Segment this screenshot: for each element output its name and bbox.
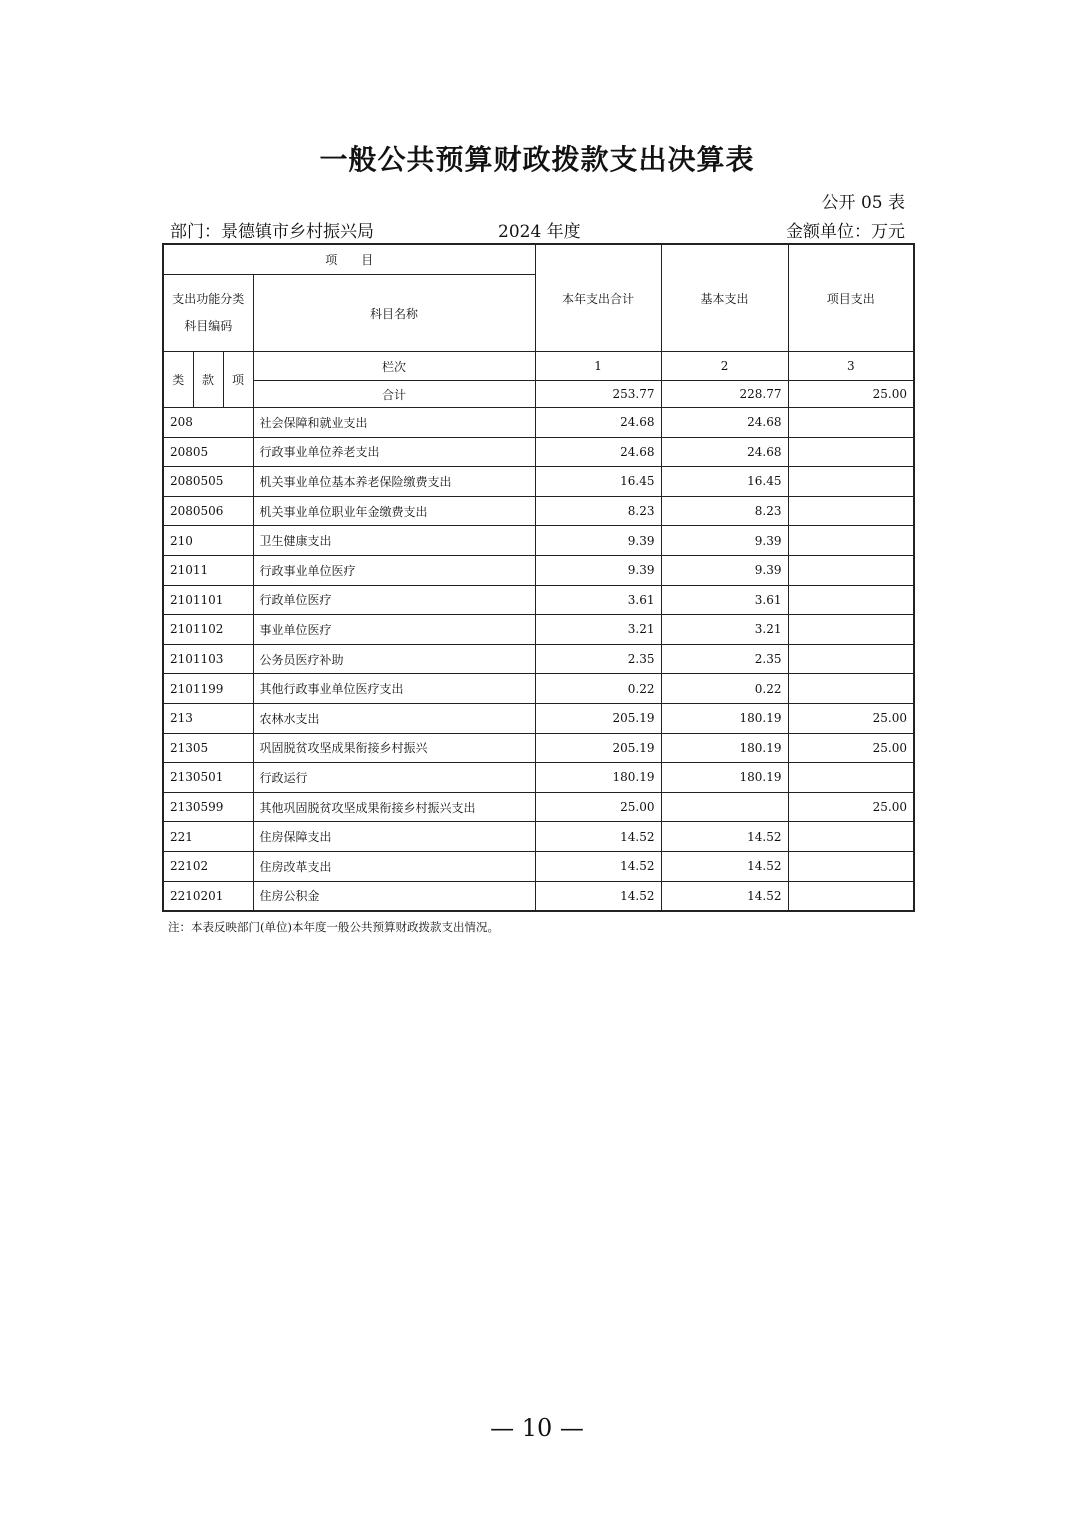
table-row <box>163 792 914 822</box>
row-total: 2.35 <box>535 644 661 674</box>
row-project: 25.00 <box>788 792 914 822</box>
row-subject-name: 农林水支出 <box>253 703 535 733</box>
row-code: 2210201 <box>163 881 253 911</box>
table-row <box>163 437 914 467</box>
row-basic <box>661 792 788 822</box>
row-code: 2080505 <box>163 467 253 497</box>
header-func-code-line2: 科目编码 <box>184 319 233 333</box>
table-note: 注：本表反映部门(单位)本年度一般公共预算财政拨款支出情况。 <box>168 920 499 934</box>
row-basic: 14.52 <box>661 881 788 911</box>
table-row <box>163 851 914 881</box>
row-project <box>788 526 914 556</box>
row-total: 180.19 <box>535 763 661 793</box>
header-kuan: 款 <box>193 352 223 408</box>
row-subject-name: 机关事业单位职业年金缴费支出 <box>253 496 535 526</box>
row-project <box>788 585 914 615</box>
row-basic: 24.68 <box>661 408 788 438</box>
row-total: 14.52 <box>535 822 661 852</box>
table-row <box>163 674 914 704</box>
header-func-code <box>163 275 253 352</box>
row-total: 0.22 <box>535 674 661 704</box>
row-total: 14.52 <box>535 881 661 911</box>
row-project <box>788 496 914 526</box>
row-total: 14.52 <box>535 851 661 881</box>
row-project <box>788 674 914 704</box>
table-row <box>163 555 914 585</box>
sum-total: 253.77 <box>535 381 661 408</box>
row-basic: 9.39 <box>661 555 788 585</box>
row-total: 3.21 <box>535 615 661 645</box>
sum-basic: 228.77 <box>661 381 788 408</box>
row-code: 21305 <box>163 733 253 763</box>
row-code: 2101103 <box>163 644 253 674</box>
amount-unit: 金额单位：万元 <box>786 222 905 242</box>
header-func-code-line1: 支出功能分类 <box>172 292 245 306</box>
row-subject-name: 住房公积金 <box>253 881 535 911</box>
table-row <box>163 585 914 615</box>
row-project <box>788 408 914 438</box>
row-subject-name: 行政事业单位医疗 <box>253 555 535 585</box>
table-row <box>163 526 914 556</box>
table-row <box>163 733 914 763</box>
row-basic: 3.61 <box>661 585 788 615</box>
row-basic: 3.21 <box>661 615 788 645</box>
row-project <box>788 822 914 852</box>
row-subject-name: 行政运行 <box>253 763 535 793</box>
row-subject-name: 机关事业单位基本养老保险缴费支出 <box>253 467 535 497</box>
sum-label: 合计 <box>253 381 535 408</box>
row-subject-name: 行政单位医疗 <box>253 585 535 615</box>
row-code: 2101199 <box>163 674 253 704</box>
row-code: 213 <box>163 703 253 733</box>
row-project <box>788 437 914 467</box>
row-basic: 9.39 <box>661 526 788 556</box>
table-row <box>163 763 914 793</box>
row-basic: 8.23 <box>661 496 788 526</box>
row-code: 2130599 <box>163 792 253 822</box>
table-code: 公开 05 表 <box>821 193 905 213</box>
header-col2: 2 <box>661 352 788 381</box>
row-total: 9.39 <box>535 526 661 556</box>
row-project: 25.00 <box>788 703 914 733</box>
row-project <box>788 615 914 645</box>
row-code: 210 <box>163 526 253 556</box>
row-subject-name: 住房改革支出 <box>253 851 535 881</box>
row-total: 25.00 <box>535 792 661 822</box>
header-col3: 3 <box>788 352 914 381</box>
row-code: 2101102 <box>163 615 253 645</box>
row-subject-name: 卫生健康支出 <box>253 526 535 556</box>
department-label: 部门：景德镇市乡村振兴局 <box>170 222 374 242</box>
row-project <box>788 881 914 911</box>
row-code: 21011 <box>163 555 253 585</box>
table-row <box>163 467 914 497</box>
header-project: 项 目 <box>163 244 535 275</box>
row-project <box>788 763 914 793</box>
row-basic: 180.19 <box>661 703 788 733</box>
table-row <box>163 822 914 852</box>
row-subject-name: 其他巩固脱贫攻坚成果衔接乡村振兴支出 <box>253 792 535 822</box>
page-title: 一般公共预算财政拨款支出决算表 <box>319 143 755 176</box>
row-basic: 0.22 <box>661 674 788 704</box>
header-lei: 类 <box>163 352 193 408</box>
row-total: 16.45 <box>535 467 661 497</box>
row-project <box>788 467 914 497</box>
header-basic: 基本支出 <box>661 244 788 352</box>
row-basic: 180.19 <box>661 763 788 793</box>
header-total: 本年支出合计 <box>535 244 661 352</box>
row-total: 9.39 <box>535 555 661 585</box>
row-total: 8.23 <box>535 496 661 526</box>
row-code: 2101101 <box>163 585 253 615</box>
row-subject-name: 住房保障支出 <box>253 822 535 852</box>
table-row <box>163 615 914 645</box>
row-code: 2080506 <box>163 496 253 526</box>
table-row <box>163 703 914 733</box>
row-basic: 16.45 <box>661 467 788 497</box>
sum-project: 25.00 <box>788 381 914 408</box>
fiscal-year: 2024 年度 <box>498 222 581 242</box>
row-code: 221 <box>163 822 253 852</box>
row-project <box>788 851 914 881</box>
row-code: 22102 <box>163 851 253 881</box>
table-row <box>163 644 914 674</box>
header-col1: 1 <box>535 352 661 381</box>
row-subject-name: 巩固脱贫攻坚成果衔接乡村振兴 <box>253 733 535 763</box>
row-subject-name: 其他行政事业单位医疗支出 <box>253 674 535 704</box>
header-project-expense: 项目支出 <box>788 244 914 352</box>
row-total: 3.61 <box>535 585 661 615</box>
row-code: 208 <box>163 408 253 438</box>
budget-table <box>162 243 915 912</box>
header-column-index: 栏次 <box>253 352 535 381</box>
row-basic: 180.19 <box>661 733 788 763</box>
row-code: 2130501 <box>163 763 253 793</box>
row-basic: 14.52 <box>661 822 788 852</box>
table-row <box>163 408 914 438</box>
header-subject-name: 科目名称 <box>253 275 535 352</box>
row-code: 20805 <box>163 437 253 467</box>
row-project: 25.00 <box>788 733 914 763</box>
row-subject-name: 公务员医疗补助 <box>253 644 535 674</box>
row-total: 205.19 <box>535 703 661 733</box>
row-basic: 2.35 <box>661 644 788 674</box>
row-subject-name: 行政事业单位养老支出 <box>253 437 535 467</box>
header-xiang: 项 <box>223 352 253 408</box>
table-row <box>163 496 914 526</box>
row-subject-name: 事业单位医疗 <box>253 615 535 645</box>
row-total: 24.68 <box>535 437 661 467</box>
row-total: 205.19 <box>535 733 661 763</box>
row-subject-name: 社会保障和就业支出 <box>253 408 535 438</box>
row-project <box>788 644 914 674</box>
row-basic: 24.68 <box>661 437 788 467</box>
row-basic: 14.52 <box>661 851 788 881</box>
row-total: 24.68 <box>535 408 661 438</box>
row-project <box>788 555 914 585</box>
page-number: — 10 — <box>490 1414 584 1442</box>
table-row <box>163 881 914 911</box>
